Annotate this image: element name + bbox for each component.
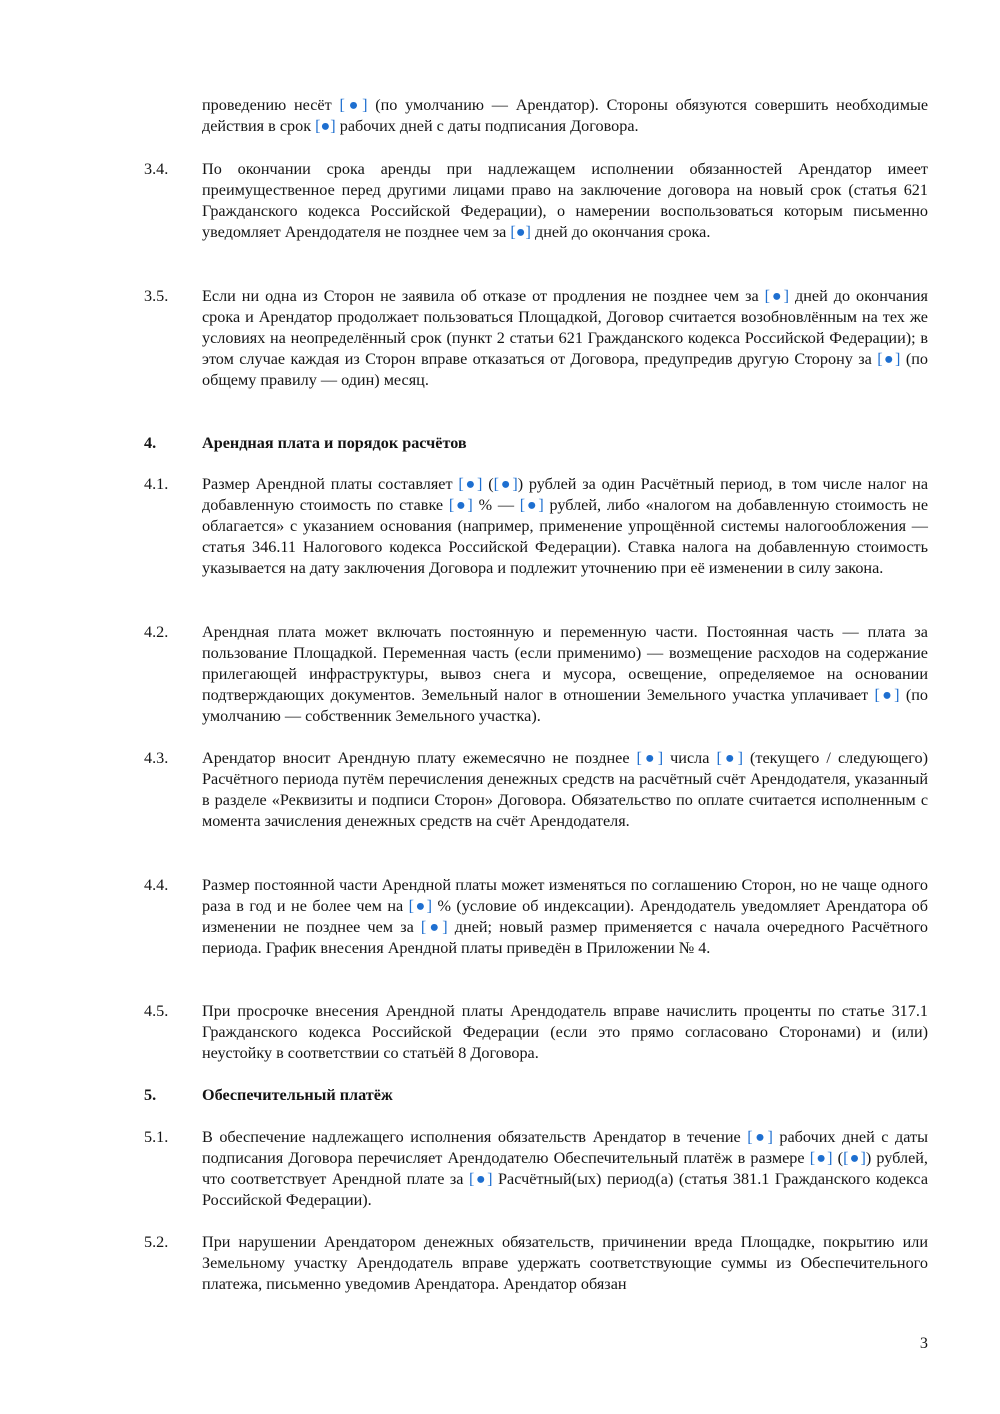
clause-number: 4.5. <box>144 1002 169 1020</box>
placeholder-mark: [●] <box>636 749 664 767</box>
clause-3-3-continuation <box>144 95 928 137</box>
clause-text: проведению несёт [●] (по умолчанию — Арендатор). Стороны обязуются совершить необходимые действия в срок [●] рабочих дней с даты подписания Договора. <box>202 96 929 135</box>
placeholder-mark: [●] <box>420 918 448 936</box>
section-4-heading <box>144 433 928 454</box>
clause-number: 5.1. <box>144 1128 169 1146</box>
section-number: 4. <box>144 434 157 452</box>
clause-number: 4.4. <box>144 876 169 894</box>
placeholder-mark: [●] <box>315 117 336 135</box>
section-title: Арендная плата и порядок расчётов <box>202 434 467 452</box>
clause-number: 4.3. <box>144 749 169 767</box>
clause-3-5 <box>144 286 928 391</box>
clause-3-4 <box>144 159 928 243</box>
placeholder-mark: [●] <box>747 1128 773 1146</box>
placeholder-mark: [●] <box>469 1170 493 1188</box>
placeholder-mark: [●] <box>519 496 544 514</box>
section-title: Обеспечительный платёж <box>202 1086 393 1104</box>
clause-4-3 <box>144 748 928 832</box>
clause-4-2 <box>144 622 928 727</box>
placeholder-mark: [●] <box>510 223 531 241</box>
placeholder-mark: [●] <box>716 749 743 767</box>
placeholder-mark: [●] <box>448 496 473 514</box>
clause-number: 4.2. <box>144 623 169 641</box>
clause-text: По окончании срока аренды при надлежащем исполнении обязанностей Арендатор имеет преимущественное перед другими лицами право на заключение договора на новый срок (статья 621 Гражданского кодекса Российской Федерации), о намерении воспользоваться которым письменно уведомляет Арендодателя не позднее чем за [●] дней до окончания срока. <box>202 160 928 241</box>
placeholder-mark: [●] <box>339 96 368 114</box>
clause-text: Арендатор вносит Арендную плату ежемесячно не позднее [●] числа [●] (текущего / следующего) Расчётного периода путём перечисления денежных средств на расчётный счёт Арендодателя, указанный в разделе «Реквизиты и подписи Сторон» Договора. Обязательство по оплате считается исполненным с момента зачисления денежных средств на счёт Арендодателя. <box>202 749 928 830</box>
placeholder-mark: [●] <box>809 1149 833 1167</box>
clause-text: Арендная плата может включать постоянную и переменную части. Постоянная часть — плата за пользование Площадкой. Переменная часть (если применимо) — возмещение расходов на содержание прилегающей инфраструктуры, вывоз снега и мусора, освещение, определяемое на основании подтверждающих документов. Земельный налог в отношении Земельного участка уплачивает [●] (по умолчанию — собственник Земельного участка). <box>202 623 928 725</box>
clause-text: В обеспечение надлежащего исполнения обязательств Арендатор в течение [●] рабочих дней с даты подписания Договора перечисляет Арендодателю Обеспечительный платёж в размере [●] ([●]) рублей, что соответствует Арендной плате за [●] Расчётный(ых) период(а) (статья 381.1 Гражданского кодекса Российской Федерации). <box>202 1128 929 1209</box>
clause-4-1 <box>144 474 928 579</box>
clause-number: 3.5. <box>144 287 169 305</box>
clause-4-4 <box>144 875 928 959</box>
clause-4-5 <box>144 1001 928 1064</box>
clause-text: При просрочке внесения Арендной платы Арендодатель вправе начислить проценты по статье 317.1 Гражданского кодекса Российской Федерации (если это прямо согласовано Сторонами) и (или) неустойку в соответствии со статьёй 8 Договора. <box>202 1002 928 1062</box>
page-number: 3 <box>919 1334 928 1352</box>
placeholder-mark: [●] <box>874 686 900 704</box>
clause-5-2 <box>144 1232 928 1295</box>
clause-text: Размер Арендной платы составляет [●] ([●]) рублей за один Расчётный период, в том числе налог на добавленную стоимость по ставке [●] % — [●] рублей, либо «налогом на добавленную стоимость не облагается» с указанием основания (например, применение упрощённой системы налогообложения — статья 346.11 Налогового кодекса Российской Федерации). Ставка налога на добавленную стоимость указывается на дату заключения Договора и подлежит уточнению при её изменении в силу закона. <box>202 475 929 577</box>
placeholder-mark: [●] <box>408 897 433 915</box>
clause-number: 3.4. <box>144 160 169 178</box>
placeholder-mark: [●] <box>843 1149 866 1167</box>
placeholder-mark: [●] <box>764 287 790 305</box>
clause-number: 4.1. <box>144 475 169 493</box>
clause-text: Если ни одна из Сторон не заявила об отказе от продления не позднее чем за [●] дней до окончания срока и Арендатор продолжает пользоваться Площадкой, Договор считается возобновлённым на тех же условиях на неопределённый срок (пункт 2 статьи 621 Гражданского кодекса Российской Федерации); в этом случае каждая из Сторон вправе отказаться от Договора, предупредив другую Сторону за [●] (по общему правилу — один) месяц. <box>202 287 928 389</box>
placeholder-mark: [●] <box>493 475 518 493</box>
clause-5-1 <box>144 1127 928 1211</box>
clause-text: Размер постоянной части Арендной платы может изменяться по соглашению Сторон, но не чаще одного раза в год и не более чем на [●] % (условие об индексации). Арендодатель уведомляет Арендатора об изменении не позднее чем за [●] дней; новый размер применяется с начала очередного Расчётного периода. График внесения Арендной платы приведён в Приложении № 4. <box>202 876 929 957</box>
placeholder-mark: [●] <box>458 475 483 493</box>
clause-number: 5.2. <box>144 1233 169 1251</box>
placeholder-mark: [●] <box>877 350 901 368</box>
section-5-heading <box>144 1085 928 1106</box>
section-number: 5. <box>144 1086 157 1104</box>
clause-text: При нарушении Арендатором денежных обязательств, причинении вреда Площадке, покрытию или Земельному участку Арендодатель вправе удержать соответствующие суммы из Обеспечительного платежа, письменно уведомив Арендатора. Арендатор обязан <box>202 1233 928 1293</box>
